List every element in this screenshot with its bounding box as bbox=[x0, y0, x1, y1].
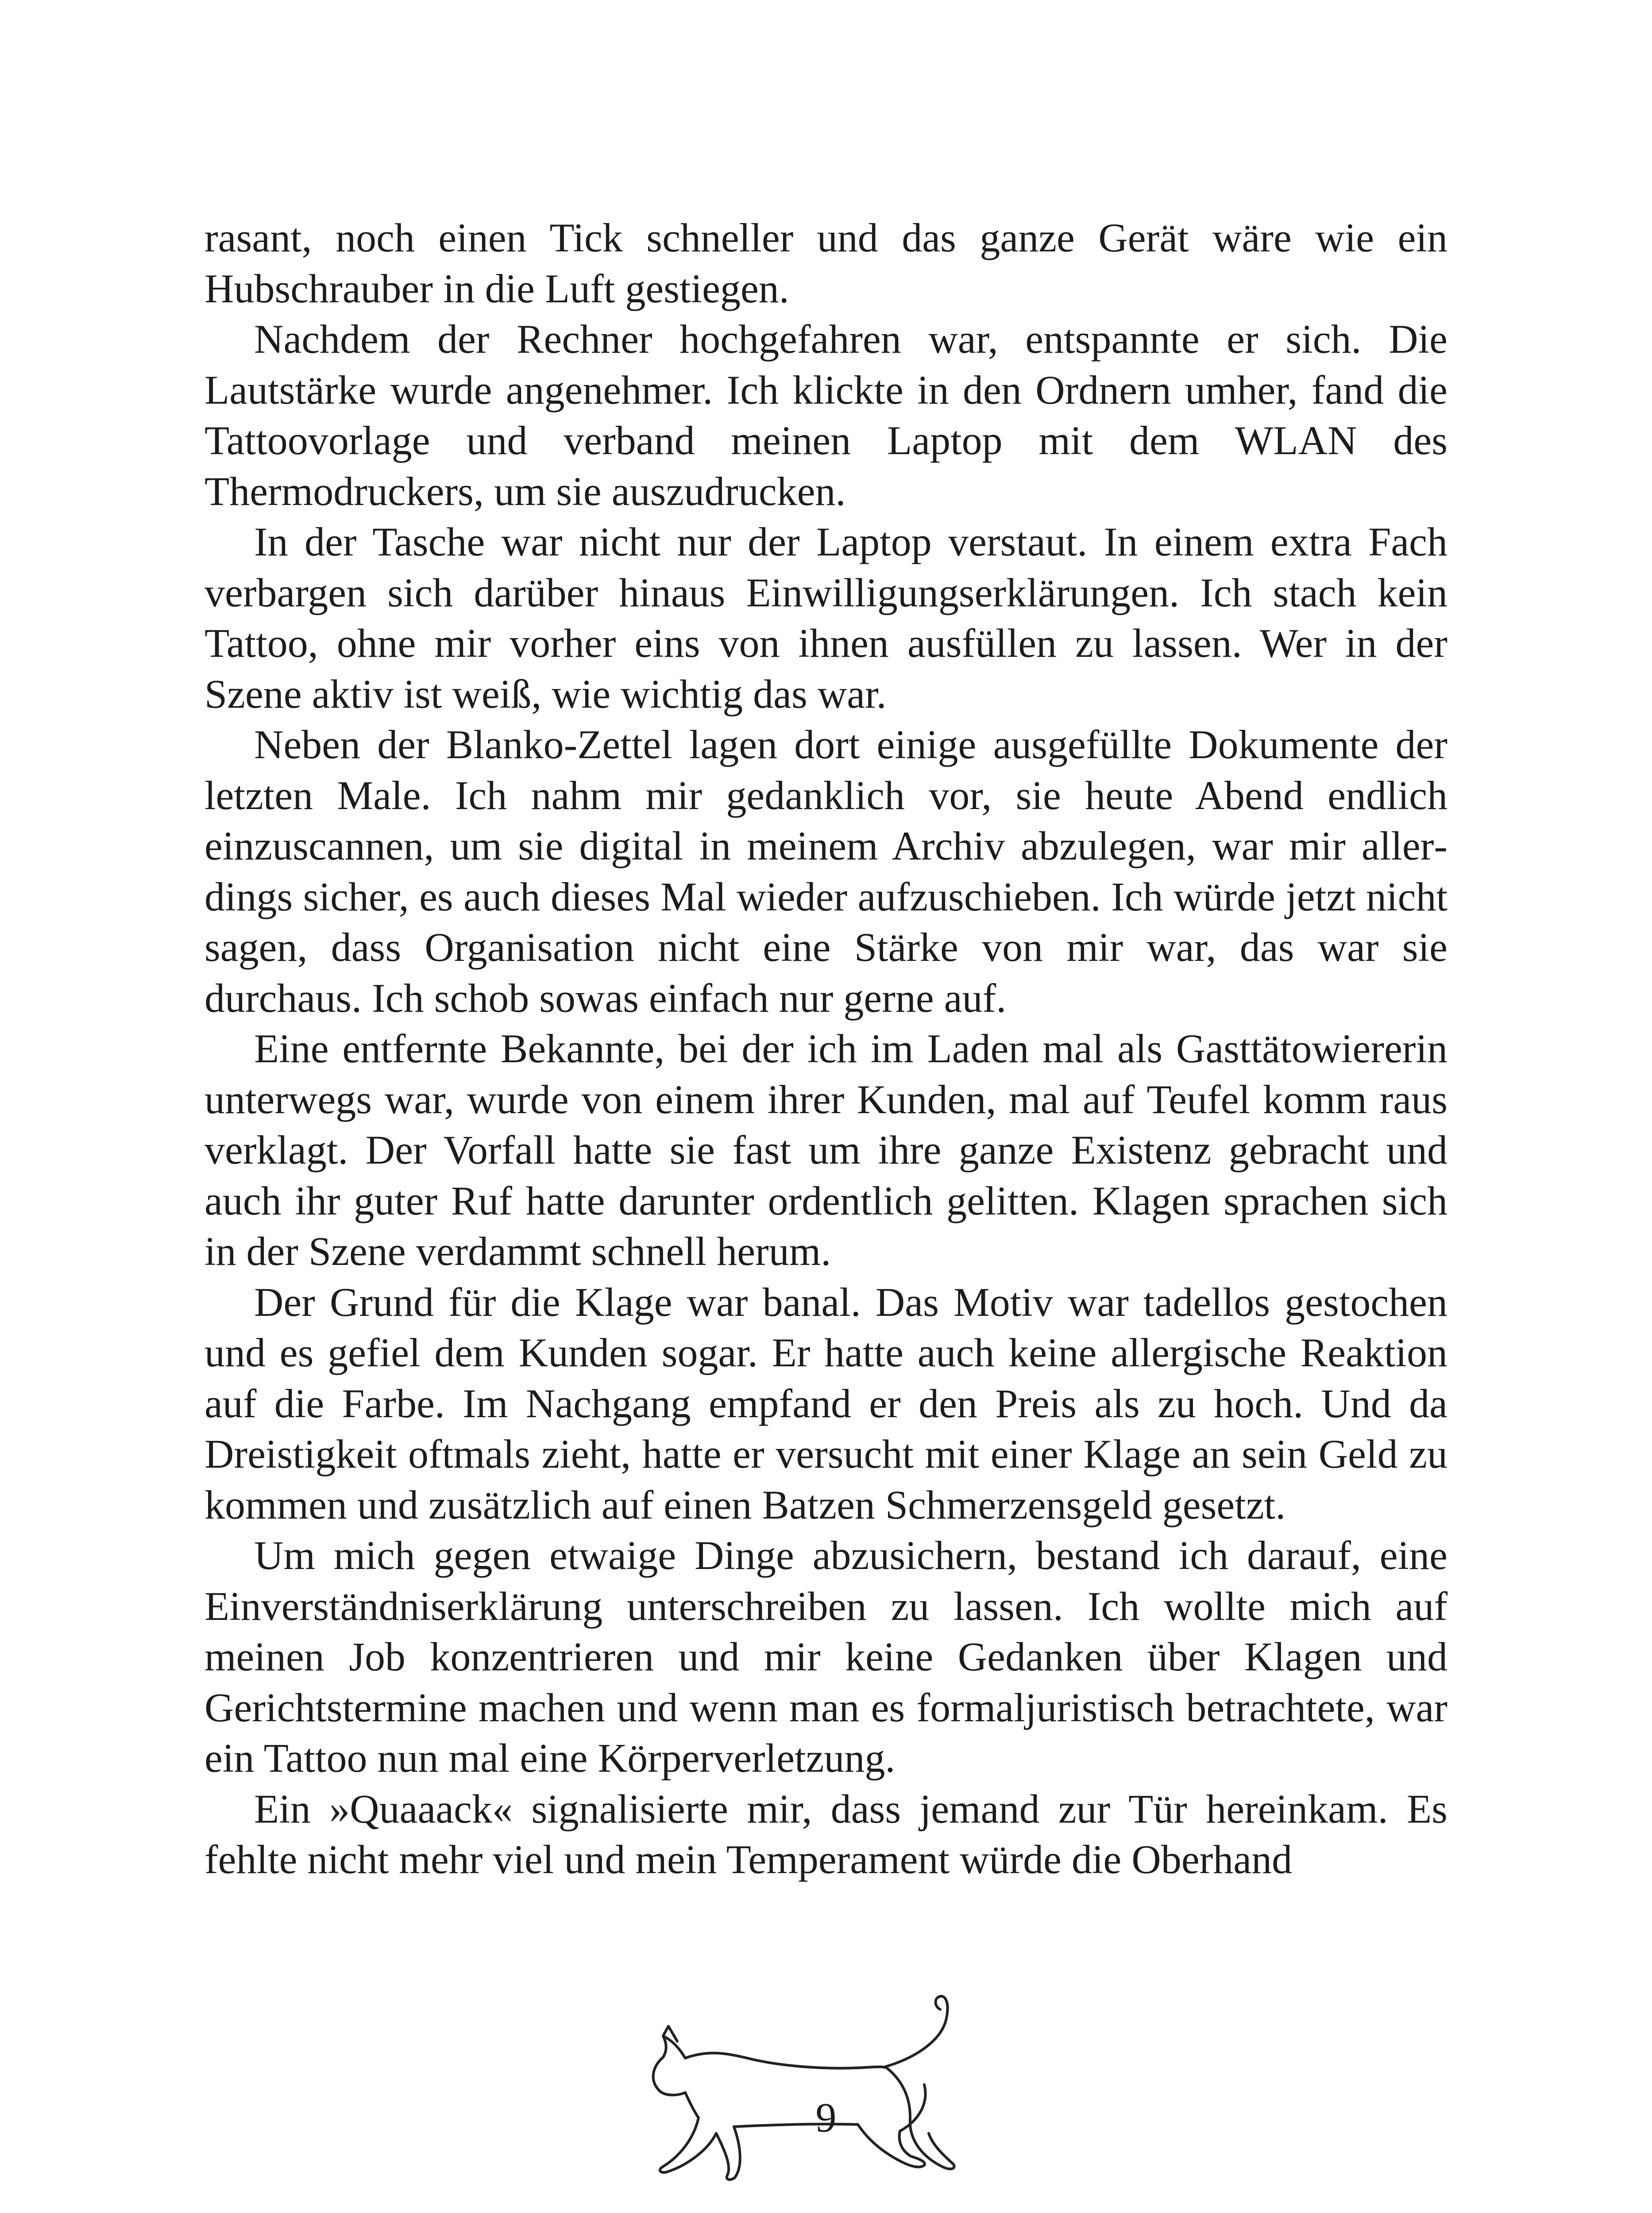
paragraph: Ein »Quaaack« signalisierte mir, dass jemand zur Tür hereinkam. Es fehlte nicht mehr viel und mein Temperament würde die Oberhand bbox=[205, 1786, 1447, 1882]
paragraph: Neben der Blanko-Zettel lagen dort einige ausgefüllte Dokumente der letzten Male. Ich nahm mir gedanklich vor, sie heute Abend endlich einzuscannen, um sie digital in meinem Archiv abzulegen, war mir allerdings sicher, es auch dieses Mal wieder aufzuschieben. Ich würde jetzt nicht sagen, dass Organisation nicht eine Stärke von mir war, das war sie durchaus. Ich schob sowas einfach nur gerne auf. bbox=[205, 722, 1447, 1021]
body-text bbox=[205, 212, 1447, 1885]
paragraph: Der Grund für die Klage war banal. Das Motiv war tadellos gestochen und es gefiel dem Kunden sogar. Er hatte auch keine allergische Reaktion auf die Farbe. Im Nachgang empfand er den Preis als zu hoch. Und da Dreistigkeit oftmals zieht, hatte er versucht mit einer Klage an sein Geld zu kommen und zusätzlich auf einen Batzen Schmerzensgeld gesetzt. bbox=[205, 1279, 1447, 1527]
paragraph: Nachdem der Rechner hochgefahren war, entspannte er sich. Die Lautstärke wurde angenehmer. Ich klickte in den Ordnern umher, fand die Tattoovorlage und verband meinen Laptop mit dem WLAN des Thermodruckers, um sie auszudrucken. bbox=[205, 316, 1447, 514]
walking-cat-icon bbox=[637, 1992, 1015, 2186]
page-number: 9 bbox=[815, 2095, 837, 2141]
paragraph: rasant, noch einen Tick schneller und das ganze Gerät wäre wie ein Hubschrauber in die Luft gestiegen. bbox=[205, 215, 1447, 311]
paragraph: Eine entfernte Bekannte, bei der ich im Laden mal als Gasttätowiererin unterwegs war, wurde von einem ihrer Kunden, mal auf Teufel komm raus verklagt. Der Vorfall hatte sie fast um ihre ganze Existenz gebracht und auch ihr guter Ruf hatte darunter ordentlich gelitten. Klagen sprachen sich in der Szene verdammt schnell herum. bbox=[205, 1026, 1447, 1274]
paragraph: Um mich gegen etwaige Dinge abzusichern, bestand ich darauf, eine Einverständniserklärung unterschreiben zu lassen. Ich wollte mich auf meinen Job konzentrieren und mir keine Gedanken über Klagen und Gerichtstermine machen und wenn man es formaljuristisch betrachtete, war ein Tattoo nun mal eine Körperverletzung. bbox=[205, 1533, 1447, 1781]
paragraph: In der Tasche war nicht nur der Laptop verstaut. In einem extra Fach verbargen sich darüber hinaus Einwilligungserklärungen. Ich stach kein Tattoo, ohne mir vorher eins von ihnen ausfüllen zu lassen. Wer in der Szene aktiv ist weiß, wie wichtig das war. bbox=[205, 519, 1447, 717]
page-footer bbox=[637, 1992, 1015, 2186]
